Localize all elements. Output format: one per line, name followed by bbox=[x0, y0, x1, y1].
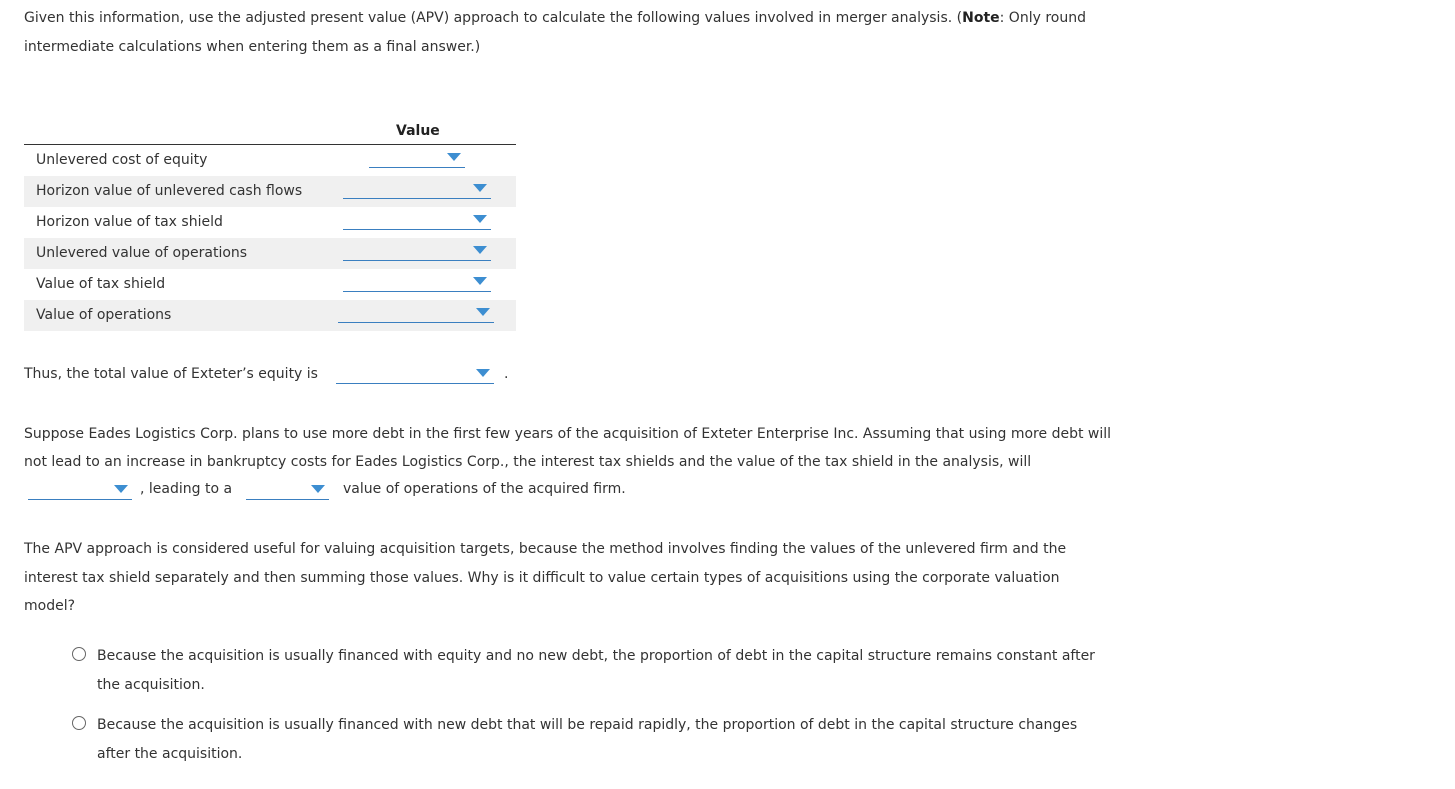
chevron-down-icon bbox=[311, 485, 325, 493]
answer-option-2-text: Because the acquisition is usually financed with new debt that will be repaid rapidly, the proportion of debt in the capital structure changes after the acquisition. bbox=[97, 717, 1078, 762]
row-label-value-of-operations: Value of operations bbox=[36, 307, 172, 323]
scenario-after-text: value of operations of the acquired firm. bbox=[343, 481, 626, 497]
note-label: Note bbox=[962, 10, 1000, 26]
unlevered-cost-of-equity-dropdown[interactable] bbox=[369, 145, 465, 168]
instructions-text: Given this information, use the adjusted present value (APV) approach to calculate the following values involved in merger analysis. (Note: Only round intermediate calculations when entering them as a final answer.) bbox=[24, 10, 1086, 55]
total-equity-dropdown[interactable] bbox=[336, 361, 494, 384]
tax-shield-change-dropdown[interactable] bbox=[28, 477, 132, 500]
chevron-down-icon bbox=[114, 485, 128, 493]
chevron-down-icon bbox=[476, 369, 490, 377]
table-header bbox=[24, 119, 516, 145]
total-equity-period: . bbox=[504, 366, 509, 382]
column-header-value: Value bbox=[396, 123, 440, 139]
scenario-text: Suppose Eades Logistics Corp. plans to use more debt in the first few years of the acquisition of Exteter Enterprise Inc. Assuming that using more debt will not lead to an increase in bankruptcy costs for Eades Logistics Corp., the interest tax shields and the value of the tax shield in the analysis, will bbox=[24, 426, 1112, 470]
apv-table bbox=[24, 119, 516, 331]
horizon-value-tax-shield-dropdown[interactable] bbox=[343, 207, 491, 230]
chevron-down-icon bbox=[447, 153, 461, 161]
row-label-unlevered-cost-of-equity: Unlevered cost of equity bbox=[36, 152, 208, 168]
radio-button[interactable] bbox=[72, 647, 86, 661]
chevron-down-icon bbox=[473, 215, 487, 223]
table-row bbox=[24, 269, 516, 300]
radio-button[interactable] bbox=[72, 716, 86, 730]
table-row bbox=[24, 176, 516, 207]
unlevered-value-of-operations-dropdown[interactable] bbox=[343, 238, 491, 261]
chevron-down-icon bbox=[473, 277, 487, 285]
row-label-unlevered-value-of-operations: Unlevered value of operations bbox=[36, 245, 248, 261]
chevron-down-icon bbox=[476, 308, 490, 316]
horizon-value-unlevered-cash-flows-dropdown[interactable] bbox=[343, 176, 491, 199]
value-of-tax-shield-dropdown[interactable] bbox=[343, 269, 491, 292]
row-label-horizon-value-unlevered-cash-flows: Horizon value of unlevered cash flows bbox=[36, 183, 303, 199]
question-text: The APV approach is considered useful for valuing acquisition targets, because the method involves finding the values of the unlevered firm and the interest tax shield separately and then summing those values. Why is it difficult to value certain types of acquisitions using the corporate valuation model? bbox=[24, 541, 1067, 614]
row-label-horizon-value-tax-shield: Horizon value of tax shield bbox=[36, 214, 223, 230]
scenario-between-text: , leading to a bbox=[140, 481, 233, 497]
table-row bbox=[24, 238, 516, 269]
chevron-down-icon bbox=[473, 184, 487, 192]
table-row bbox=[24, 300, 516, 331]
row-label-value-of-tax-shield: Value of tax shield bbox=[36, 276, 166, 292]
total-equity-label: Thus, the total value of Exteter’s equity is bbox=[24, 366, 318, 382]
table-row bbox=[24, 145, 516, 176]
table-row bbox=[24, 207, 516, 238]
chevron-down-icon bbox=[473, 246, 487, 254]
value-of-operations-dropdown[interactable] bbox=[338, 300, 494, 323]
value-of-operations-change-dropdown[interactable] bbox=[246, 477, 329, 500]
answer-option-1-text: Because the acquisition is usually financed with equity and no new debt, the proportion of debt in the capital structure remains constant after the acquisition. bbox=[97, 648, 1095, 693]
